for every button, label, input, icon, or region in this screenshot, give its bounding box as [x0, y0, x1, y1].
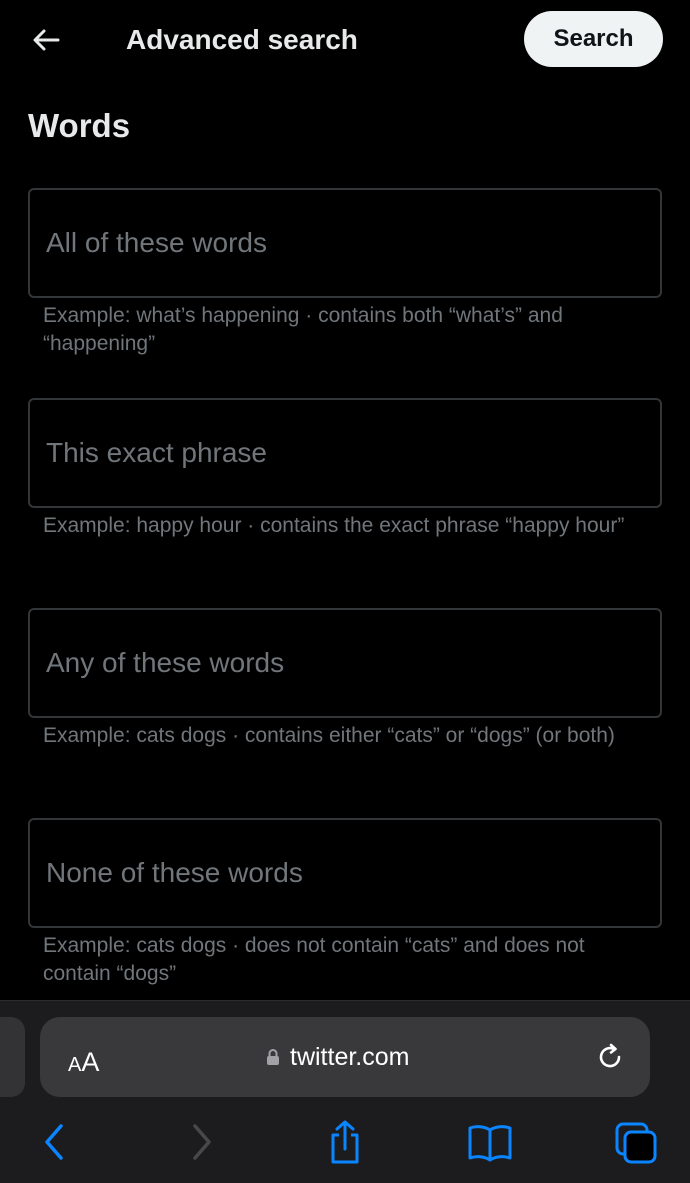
- browser-forward-button[interactable]: [176, 1118, 228, 1166]
- section-title-words: Words: [28, 107, 131, 144]
- chevron-left-icon: [41, 1122, 67, 1162]
- any-words-input[interactable]: [28, 608, 662, 718]
- share-button[interactable]: [319, 1118, 371, 1166]
- lock-icon: [266, 1048, 280, 1066]
- search-button[interactable]: Search: [524, 11, 663, 67]
- chevron-right-icon: [189, 1122, 215, 1162]
- reload-button[interactable]: [592, 1039, 628, 1075]
- back-button[interactable]: [26, 22, 66, 58]
- exact-phrase-input[interactable]: [28, 398, 662, 508]
- field-hint: Example: happy hour · contains the exact phrase “happy hour”: [43, 514, 625, 537]
- all-words-input[interactable]: [28, 188, 662, 298]
- field-placeholder: This exact phrase: [46, 437, 267, 468]
- tabs-icon: [613, 1120, 659, 1164]
- none-words-input[interactable]: [28, 818, 662, 928]
- url-text: twitter.com: [290, 1042, 410, 1071]
- field-placeholder: All of these words: [46, 227, 267, 258]
- field-hint: Example: cats dogs · does not contain “cats” and does not contain “dogs”: [43, 934, 585, 985]
- field-hint: Example: cats dogs · contains either “cats” or “dogs” (or both): [43, 724, 615, 747]
- book-icon: [466, 1122, 514, 1162]
- arrow-left-icon: [32, 28, 60, 52]
- top-header: [0, 0, 690, 80]
- browser-back-button[interactable]: [28, 1118, 80, 1166]
- aa-large-glyph: A: [81, 1047, 100, 1077]
- field-placeholder: Any of these words: [46, 647, 285, 678]
- bookmarks-button[interactable]: [464, 1118, 516, 1166]
- field-hint: Example: what’s happening · contains both “what’s” and “happening”: [43, 304, 563, 355]
- reload-icon: [592, 1039, 628, 1075]
- address-bar[interactable]: [40, 1017, 650, 1097]
- tabs-button[interactable]: [610, 1118, 662, 1166]
- text-size-button[interactable]: [68, 1039, 99, 1075]
- url-display[interactable]: [266, 1037, 409, 1077]
- field-placeholder: None of these words: [46, 857, 303, 888]
- page-title: Advanced search: [126, 24, 358, 55]
- share-icon: [325, 1119, 365, 1165]
- previous-tab-preview[interactable]: [0, 1017, 25, 1097]
- aa-small-glyph: A: [68, 1054, 82, 1076]
